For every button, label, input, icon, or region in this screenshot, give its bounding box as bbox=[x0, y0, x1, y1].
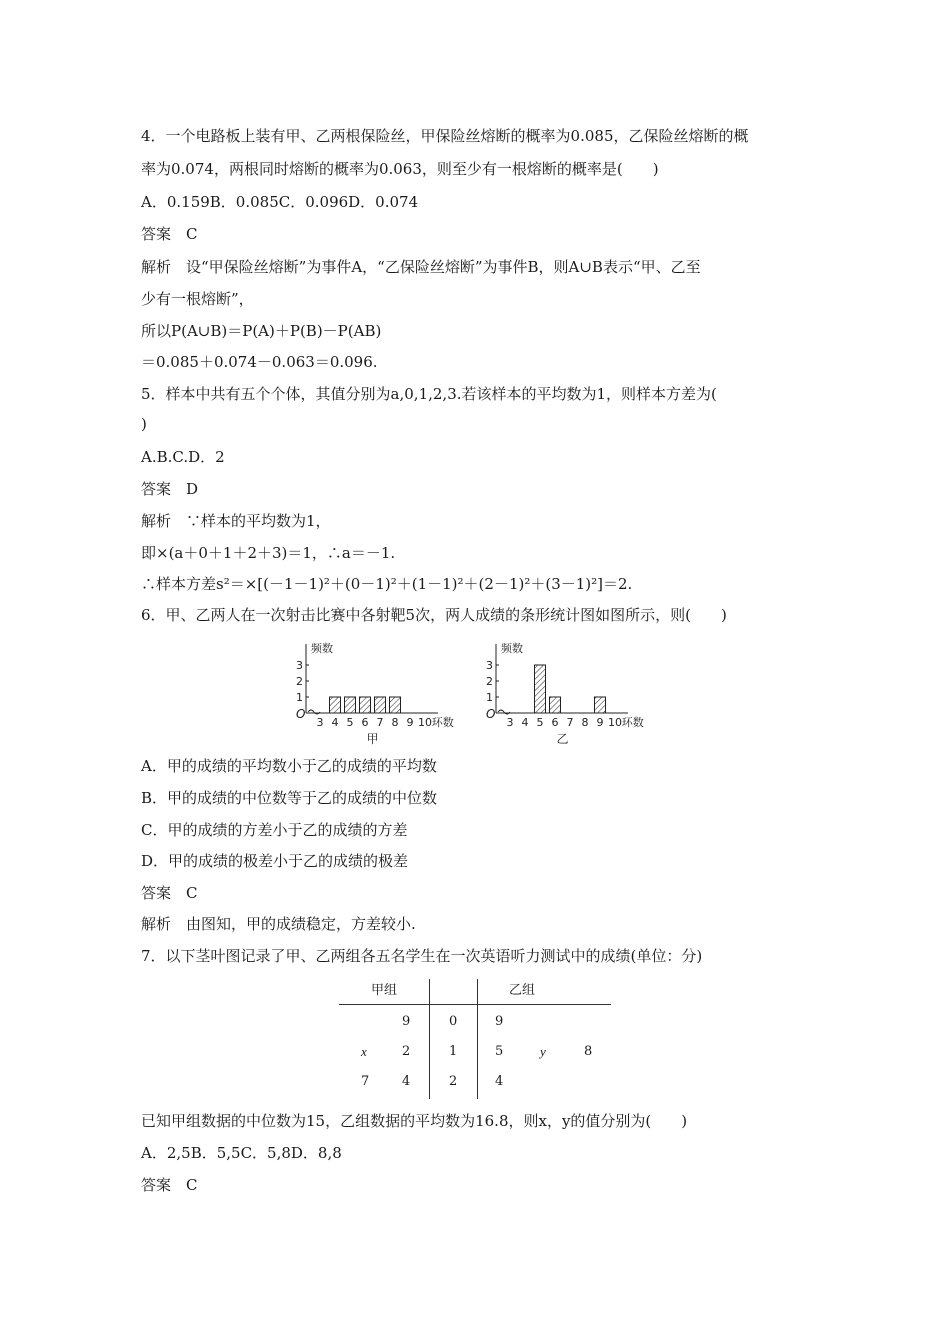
x-tick-label-10: 10 bbox=[608, 716, 622, 729]
right-stem-divider bbox=[477, 979, 478, 1099]
bar-6 bbox=[360, 697, 371, 713]
x-tick-label-9: 9 bbox=[596, 716, 604, 729]
x-tick-label-3: 3 bbox=[506, 716, 514, 729]
y-tick-label: 1 bbox=[486, 691, 493, 704]
x-tick-label-6: 6 bbox=[361, 716, 369, 729]
bar-9 bbox=[595, 697, 606, 713]
q5-options: A.B.C.D．2 bbox=[141, 448, 225, 466]
leaf-left bbox=[361, 1044, 367, 1061]
q6-answer: 答案 C bbox=[141, 884, 198, 902]
chart-title: 甲 bbox=[366, 732, 379, 746]
bar-4 bbox=[330, 697, 341, 713]
x-tick-label-4: 4 bbox=[521, 716, 529, 729]
bar-chart-jia bbox=[286, 636, 466, 748]
q6-option-d: D．甲的成绩的极差小于乙的成绩的极差 bbox=[141, 852, 409, 870]
leaf-right: 5 bbox=[495, 1044, 504, 1059]
q6-option-b: B．甲的成绩的中位数等于乙的成绩的中位数 bbox=[141, 789, 438, 807]
bar-7 bbox=[375, 697, 386, 713]
q4-options: A．0.159B．0.085C．0.096D．0.074 bbox=[141, 193, 419, 211]
x-tick-label-8: 8 bbox=[581, 716, 589, 729]
x-axis-label: 环数 bbox=[621, 716, 644, 729]
stem: 1 bbox=[449, 1044, 458, 1059]
origin-label: O bbox=[486, 707, 496, 721]
leaf-left: 9 bbox=[402, 1014, 411, 1029]
leaf-left: 4 bbox=[402, 1074, 411, 1089]
q7-options: A．2,5B．5,5C．5,8D．8,8 bbox=[141, 1144, 342, 1162]
y-axis-label: 频数 bbox=[311, 642, 333, 655]
q7-question: 已知甲组数据的中位数为15，乙组数据的平均数为16.8，则x，y的值分别为( ) bbox=[141, 1112, 688, 1130]
stem-leaf-table bbox=[339, 979, 611, 1099]
q7-answer: 答案 C bbox=[141, 1176, 198, 1194]
q5-solution-line2: 即×(a＋0＋1＋2＋3)＝1，∴a＝－1. bbox=[141, 544, 396, 562]
leaf-left-var-x: x bbox=[361, 1044, 367, 1059]
left-group-header: 甲组 bbox=[371, 983, 398, 998]
x-tick-label-4: 4 bbox=[331, 716, 339, 729]
q6-option-c: C．甲的成绩的方差小于乙的成绩的方差 bbox=[141, 821, 408, 839]
y-tick-label: 3 bbox=[296, 659, 303, 672]
leaf-right: 9 bbox=[495, 1014, 504, 1029]
q4-stem-line2: 率为0.074，两根同时熔断的概率为0.063，则至少有一根熔断的概率是( ) bbox=[141, 160, 659, 178]
x-tick-label-7: 7 bbox=[566, 716, 574, 729]
q5-stem-line1: 5．样本中共有五个个体，其值分别为a,0,1,2,3.若该样本的平均数为1，则样本方差为( bbox=[141, 385, 717, 403]
left-stem-divider bbox=[429, 979, 430, 1099]
header-divider bbox=[339, 1004, 611, 1005]
q5-stem-line2: ) bbox=[141, 415, 147, 433]
q4-answer: 答案 C bbox=[141, 225, 198, 243]
bar-8 bbox=[390, 697, 401, 713]
q4-solution-line4: ＝0.085＋0.074－0.063＝0.096. bbox=[141, 353, 378, 371]
leaf-left: 2 bbox=[402, 1044, 411, 1059]
q4-solution-line1: 解析 设“甲保险丝熔断”为事件A，“乙保险丝熔断”为事件B，则A∪B表示“甲、乙至 bbox=[141, 258, 701, 276]
stem: 2 bbox=[449, 1074, 458, 1089]
x-tick-label-6: 6 bbox=[551, 716, 559, 729]
y-tick-label: 3 bbox=[486, 659, 493, 672]
q4-stem-line1: 4．一个电路板上装有甲、乙两根保险丝，甲保险丝熔断的概率为0.085，乙保险丝熔断的概 bbox=[141, 127, 749, 145]
q6-option-a: A．甲的成绩的平均数小于乙的成绩的平均数 bbox=[141, 757, 437, 775]
leaf-right: 8 bbox=[584, 1044, 593, 1059]
stem: 0 bbox=[449, 1014, 458, 1029]
y-axis-label: 频数 bbox=[501, 642, 523, 655]
x-tick-label-7: 7 bbox=[376, 716, 384, 729]
x-tick-label-10: 10 bbox=[418, 716, 432, 729]
chart-title: 乙 bbox=[556, 732, 569, 746]
x-axis-label: 环数 bbox=[431, 716, 454, 729]
bar-6 bbox=[550, 697, 561, 713]
leaf-right-var-y: y bbox=[540, 1044, 546, 1059]
y-tick-label: 2 bbox=[296, 675, 303, 688]
leaf-right: 4 bbox=[495, 1074, 504, 1089]
y-tick-label: 2 bbox=[486, 675, 493, 688]
q7-stem: 7．以下茎叶图记录了甲、乙两组各五名学生在一次英语听力测试中的成绩(单位：分) bbox=[141, 947, 703, 965]
q5-answer: 答案 D bbox=[141, 480, 199, 498]
q5-solution-line1: 解析 ∵样本的平均数为1， bbox=[141, 512, 331, 530]
origin-label: O bbox=[296, 707, 306, 721]
bar-5 bbox=[345, 697, 356, 713]
q4-solution-line3: 所以P(A∪B)＝P(A)＋P(B)－P(AB) bbox=[141, 322, 382, 340]
bar-5 bbox=[535, 665, 546, 713]
q6-solution: 解析 由图知，甲的成绩稳定，方差较小. bbox=[141, 915, 416, 933]
q5-solution-line3: ∴样本方差s²＝×[(－1－1)²＋(0－1)²＋(1－1)²＋(2－1)²＋(3－1)²]＝2. bbox=[141, 575, 633, 593]
q6-stem: 6．甲、乙两人在一次射击比赛中各射靶5次，两人成绩的条形统计图如图所示，则( ) bbox=[141, 606, 727, 624]
y-tick-label: 1 bbox=[296, 691, 303, 704]
x-tick-label-3: 3 bbox=[316, 716, 324, 729]
bar-chart-yi bbox=[476, 636, 656, 748]
x-tick-label-5: 5 bbox=[536, 716, 544, 729]
leaf-left: 7 bbox=[361, 1074, 370, 1089]
q4-solution-line2: 少有一根熔断”， bbox=[141, 290, 254, 308]
right-group-header: 乙组 bbox=[509, 983, 536, 998]
leaf-right bbox=[540, 1044, 546, 1061]
x-tick-label-9: 9 bbox=[406, 716, 414, 729]
x-tick-label-8: 8 bbox=[391, 716, 399, 729]
x-tick-label-5: 5 bbox=[346, 716, 354, 729]
